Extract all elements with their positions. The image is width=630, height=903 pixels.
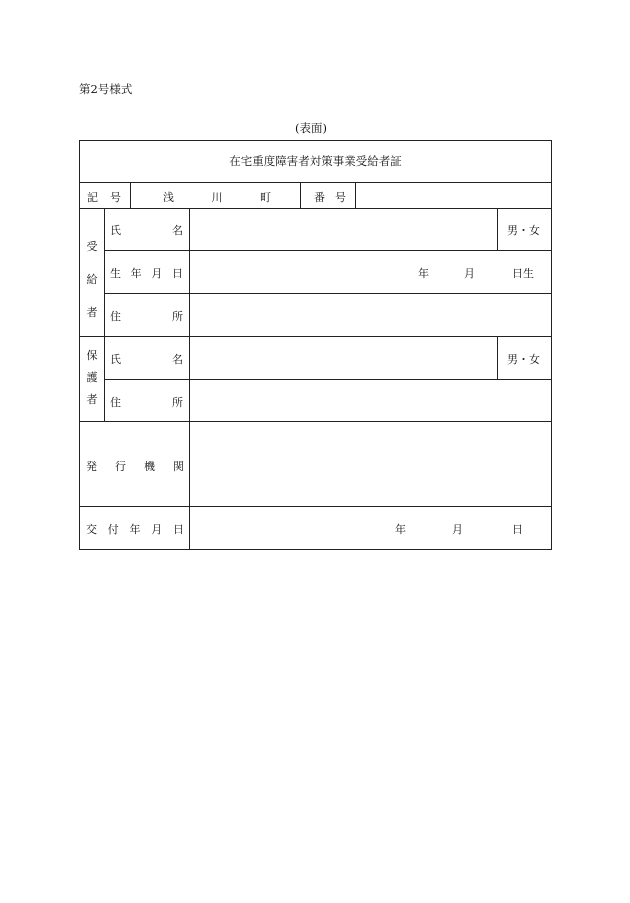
label-char: 年: [130, 267, 142, 280]
form-title: 在宅重度障害者対策事業受給者証: [229, 154, 402, 168]
guardian-section-char: 者: [86, 393, 98, 406]
divider: [355, 182, 356, 209]
divider: [104, 208, 105, 422]
label-char: 日: [173, 523, 184, 536]
record-number-field[interactable]: [357, 184, 549, 206]
guardian-section-char: 保: [86, 349, 98, 362]
label-char: 付: [107, 523, 119, 536]
number-label-char: 番: [314, 191, 325, 204]
recipient-birthdate-field[interactable]: [191, 252, 549, 291]
divider: [189, 208, 190, 550]
issuer-field[interactable]: [191, 423, 549, 504]
birth-year-unit: 年: [418, 267, 429, 280]
divider: [130, 182, 131, 209]
label-char: 生: [110, 267, 121, 280]
guardian-sex-options[interactable]: 男・女: [507, 353, 540, 366]
issue-date-field[interactable]: [191, 508, 549, 547]
record-label: [87, 189, 121, 205]
recipient-section-label: [84, 230, 100, 329]
recipient-address-label: [110, 308, 183, 324]
label-char: 名: [172, 224, 183, 237]
face-label: (表面): [295, 121, 327, 135]
guardian-address-label: [110, 394, 183, 410]
recipient-sex-options[interactable]: 男・女: [507, 224, 540, 237]
divider: [497, 336, 498, 380]
guardian-section-char: 護: [86, 371, 98, 384]
border-bottom: [79, 549, 552, 550]
label-char: 年: [129, 523, 141, 536]
recipient-address-field[interactable]: [191, 295, 549, 334]
divider: [497, 208, 498, 251]
divider: [79, 336, 552, 337]
guardian-name-label: [110, 351, 183, 367]
divider: [300, 182, 301, 209]
recipient-section-char: 給: [86, 273, 98, 286]
label-char: 月: [151, 267, 163, 280]
issue-month-unit: 月: [452, 523, 463, 536]
issue-day-unit: 日: [512, 523, 523, 536]
label-char: 住: [110, 396, 121, 409]
label-char: 氏: [110, 224, 121, 237]
label-char: 行: [115, 460, 126, 473]
town-char: 川: [211, 191, 223, 204]
birth-month-unit: 月: [464, 267, 475, 280]
recipient-birthdate-label: [110, 265, 183, 281]
divider: [79, 208, 552, 209]
divider: [79, 182, 552, 183]
border-left: [79, 140, 80, 550]
label-char: 名: [172, 353, 183, 366]
divider: [79, 421, 552, 422]
recipient-section-char: 者: [86, 306, 98, 319]
label-char: 関: [173, 460, 184, 473]
record-label-char: 号: [110, 191, 121, 204]
recipient-name-label: [110, 222, 183, 238]
label-char: 交: [86, 523, 97, 536]
issuer-label: [86, 458, 184, 474]
number-label: [314, 189, 346, 205]
border-right: [551, 140, 552, 550]
birth-day-unit: 日生: [512, 267, 534, 280]
recipient-name-field[interactable]: [191, 210, 495, 248]
label-char: 氏: [110, 353, 121, 366]
town-char: 町: [260, 191, 271, 204]
divider: [104, 379, 552, 380]
issue-year-unit: 年: [395, 523, 406, 536]
form-number: 第2号様式: [79, 82, 133, 96]
label-char: 機: [144, 460, 155, 473]
guardian-address-field[interactable]: [191, 381, 549, 419]
divider: [79, 506, 552, 507]
label-char: 月: [151, 523, 163, 536]
guardian-name-field[interactable]: [191, 338, 495, 377]
label-char: 住: [110, 310, 121, 323]
divider: [104, 250, 552, 251]
town-name: [163, 189, 271, 205]
town-char: 浅: [163, 191, 174, 204]
issue-date-label: [86, 521, 184, 537]
divider: [104, 293, 552, 294]
record-label-char: 記: [87, 191, 98, 204]
label-char: 日: [171, 267, 183, 280]
label-char: 所: [172, 310, 183, 323]
guardian-section-label: [84, 345, 100, 411]
label-char: 発: [86, 460, 97, 473]
label-char: 所: [172, 396, 183, 409]
number-label-char: 号: [335, 191, 346, 204]
recipient-section-char: 受: [86, 240, 98, 253]
